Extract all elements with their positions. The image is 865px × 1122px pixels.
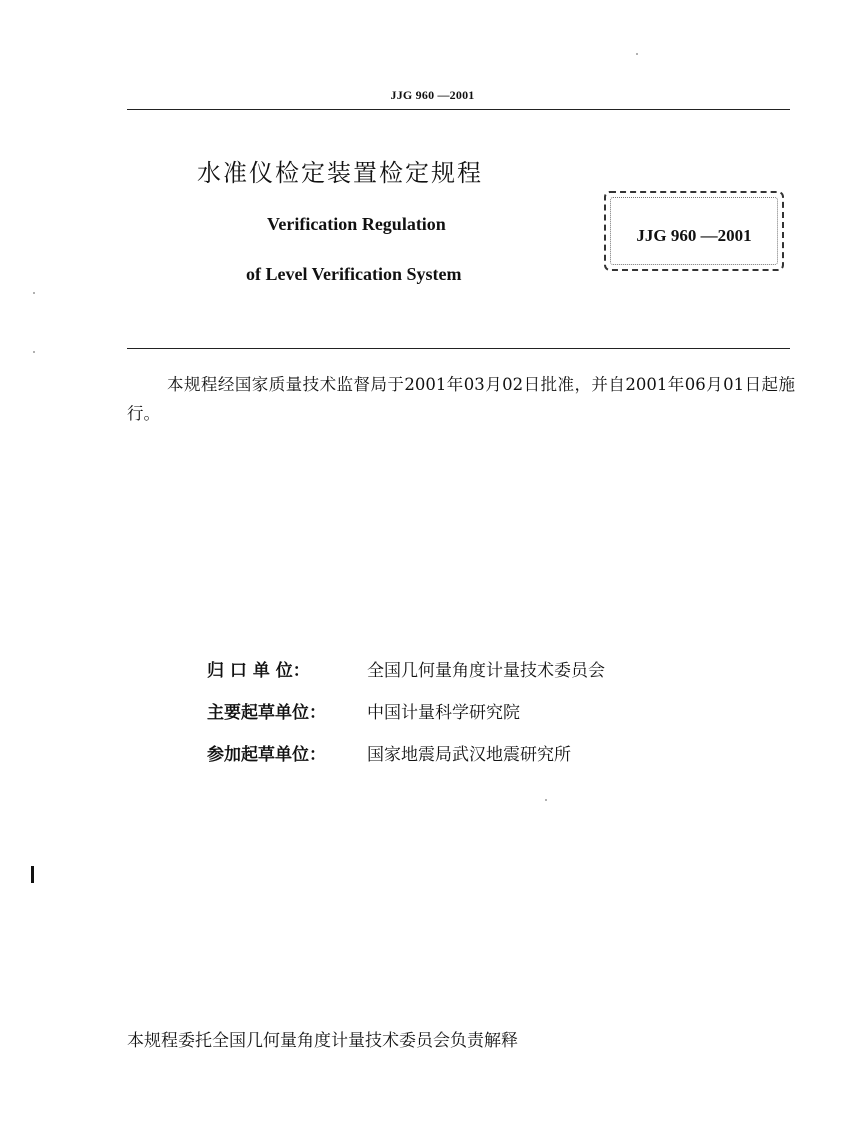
scan-speck <box>33 292 35 294</box>
unit-label: 归 口 单 位： <box>207 661 310 681</box>
drafting-units-list <box>207 656 605 782</box>
unit-label: 主要起草单位： <box>207 703 326 723</box>
document-title-english-line1: Verification Regulation <box>267 214 446 234</box>
margin-scan-mark <box>31 866 34 883</box>
unit-label: 参加起草单位： <box>207 745 326 765</box>
unit-value: 中国计量科学研究院 <box>367 703 520 723</box>
standard-code-box <box>604 191 784 271</box>
scan-speck <box>636 53 638 55</box>
approval-statement: 本规程经国家质量技术监督局于2001年03月02日批准，并自2001年06月01日起施行。 <box>127 375 795 423</box>
unit-value: 全国几何量角度计量技术委员会 <box>367 661 605 681</box>
header-divider <box>127 109 790 110</box>
unit-row-main-drafter <box>207 698 605 740</box>
unit-value: 国家地震局武汉地震研究所 <box>367 745 571 765</box>
scan-speck <box>545 799 547 801</box>
unit-row-responsible <box>207 656 605 698</box>
document-title-chinese: 水准仪检定装置检定规程 <box>197 159 483 187</box>
title-divider <box>127 348 790 349</box>
scan-speck <box>33 351 35 353</box>
unit-row-participating-drafter <box>207 740 605 782</box>
document-title-english-line2: of Level Verification System <box>246 264 462 284</box>
header-standard-code: JJG 960 —2001 <box>390 88 475 102</box>
standard-code-box-text: JJG 960 —2001 <box>636 226 752 245</box>
interpretation-note: 本规程委托全国几何量角度计量技术委员会负责解释 <box>127 1031 518 1051</box>
